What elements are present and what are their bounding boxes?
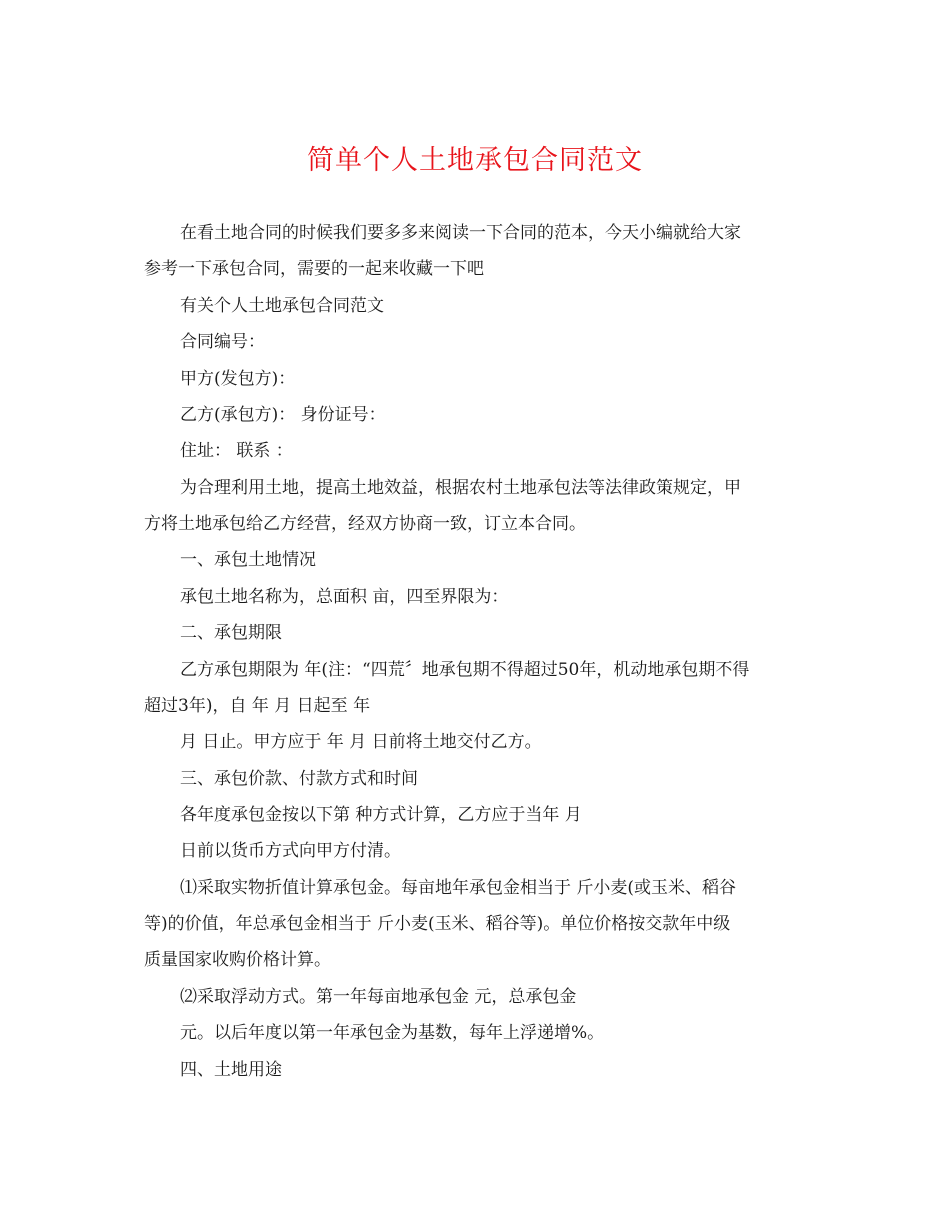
party-b-line: 乙方(承包方)： 身份证号： — [180, 405, 386, 425]
section-2-heading: 二、承包期限 — [180, 623, 282, 643]
section-2-line-2: 超过3年)，自 年 月 日起至 年 — [144, 696, 371, 716]
intro-line-2: 参考一下承包合同，需要的一起来收藏一下吧 — [144, 259, 484, 279]
section-3-item-1-line-2: 等)的价值，年总承包金相当于 斤小麦(玉米、稻谷等)。单位价格按交款年中级 — [144, 914, 731, 934]
intro-line-1: 在看土地合同的时候我们要多多来阅读一下合同的范本，今天小编就给大家 — [180, 223, 741, 243]
section-3-item-2-line-1: ⑵采取浮动方式。第一年每亩地承包金 元，总承包金 — [180, 987, 577, 1007]
document-title: 简单个人土地承包合同范文 — [307, 145, 643, 176]
contract-number-line: 合同编号： — [180, 332, 265, 352]
section-2-line-3: 月 日止。甲方应于 年 月 日前将土地交付乙方。 — [180, 732, 542, 752]
section-3-item-1-line-1: ⑴采取实物折值计算承包金。每亩地年承包金相当于 斤小麦(或玉米、稻谷 — [180, 878, 737, 898]
preamble-line-1: 为合理利用土地，提高土地效益，根据农村土地承包法等法律政策规定，甲 — [180, 478, 741, 498]
section-4-heading: 四、土地用途 — [180, 1060, 282, 1080]
section-1-heading: 一、承包土地情况 — [180, 550, 316, 570]
preamble-line-2: 方将土地承包给乙方经营，经双方协商一致，订立本合同。 — [144, 514, 586, 534]
subtitle-line: 有关个人土地承包合同范文 — [180, 296, 384, 316]
section-1-body: 承包土地名称为，总面积 亩，四至界限为： — [180, 587, 509, 607]
section-3-line-2: 日前以货币方式向甲方付清。 — [180, 841, 401, 861]
section-3-item-1-line-3: 质量国家收购价格计算。 — [144, 950, 331, 970]
section-3-item-2-line-2: 元。以后年度以第一年承包金为基数，每年上浮递增%。 — [180, 1023, 605, 1043]
section-3-line-1: 各年度承包金按以下第 种方式计算，乙方应于当年 月 — [180, 805, 582, 825]
address-line: 住址： 联系 ： — [180, 441, 293, 461]
section-3-heading: 三、承包价款、付款方式和时间 — [180, 769, 418, 789]
section-2-line-1: 乙方承包期限为 年(注：“四荒〞地承包期不得超过50年，机动地承包期不得 — [180, 660, 750, 680]
party-a-line: 甲方(发包方)： — [180, 369, 296, 389]
